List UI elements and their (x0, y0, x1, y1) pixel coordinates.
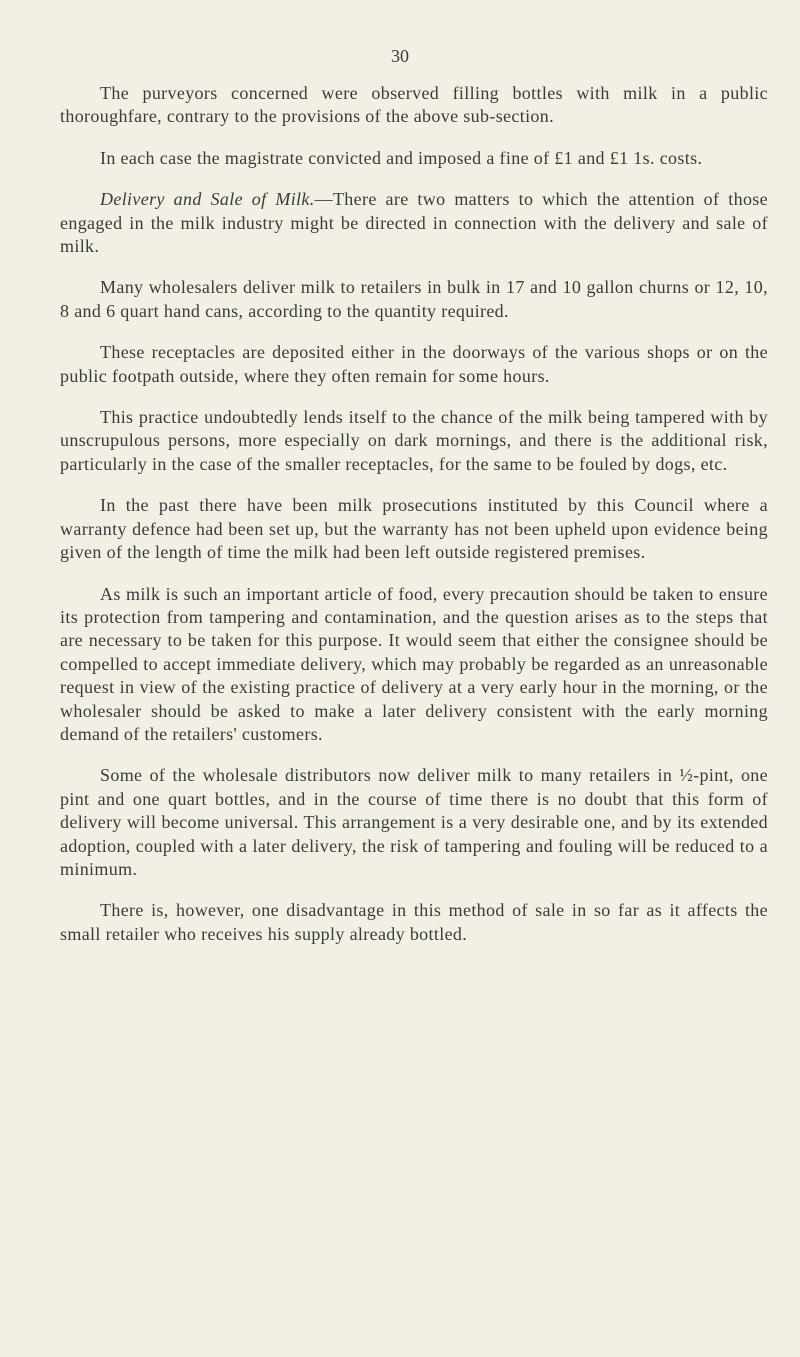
paragraph-precautions: As milk is such an important article of food, every precaution should be taken to ensure its protection from tampering and contamination, and the question arises as to the steps that are necessary to be taken for this purpose. It would seem that either the consignee should be compelled to accept immediate delivery, which may probably be regarded as an unreasonable request in view of the existing practice of delivery at a very early hour in the morning, or the wholesaler should be asked to make a later delivery consistent with the early morning demand of the retailers' customers. (60, 583, 768, 744)
paragraph-purveyors: The purveyors concerned were observed filling bottles with milk in a public thoroughfare, contrary to the provisions of the above sub-section. (60, 83, 768, 127)
paragraph-wholesalers-churns: Many wholesalers deliver milk to retailers in bulk in 17 and 10 gallon churns or 12, 10, 8 and 6 quart hand cans, according to the quantity required. (60, 277, 768, 321)
body-text (60, 82, 768, 964)
section-heading-delivery-and-sale: Delivery and Sale of Milk. (100, 189, 315, 210)
page-number: 30 (391, 46, 409, 66)
paragraph-disadvantage: There is, however, one disadvantage in this method of sale in so far as it affects the small retailer who receives his supply already bottled. (60, 900, 768, 944)
paragraph-delivery-and-sale (60, 188, 768, 258)
paragraph-prosecutions: In the past there have been milk prosecutions instituted by this Council where a warranty defence had been set up, but the warranty has not been upheld upon evidence being given of the length of time the milk had been left outside registered premises. (60, 495, 768, 563)
paragraph-tampering-risk: This practice undoubtedly lends itself to the chance of the milk being tampered with by unscrupulous persons, more especially on dark mornings, and there is the additional risk, particularly in the case of the smaller receptacles, for the same to be fouled by dogs, etc. (60, 407, 768, 474)
paragraph-receptacles-deposited: These receptacles are deposited either in the doorways of the various shops or on the public footpath outside, where they often remain for some hours. (60, 342, 768, 386)
paragraph-magistrate-fine: In each case the magistrate convicted and imposed a fine of £1 and £1 1s. costs. (100, 147, 703, 168)
paragraph-bottled-delivery: Some of the wholesale distributors now deliver milk to many retailers in ½-pint, one pint and one quart bottles, and in the course of time there is no doubt that this form of delivery will become universal. This arrangement is a very desirable one, and by its extended adoption, coupled with a later delivery, the risk of tampering and fouling will be reduced to a minimum. (60, 765, 768, 879)
paragraph-delivery-and-sale-text: —There are two matters to which the attention of those engaged in the milk industry might be directed in connection with the delivery and sale of milk. (60, 189, 768, 257)
